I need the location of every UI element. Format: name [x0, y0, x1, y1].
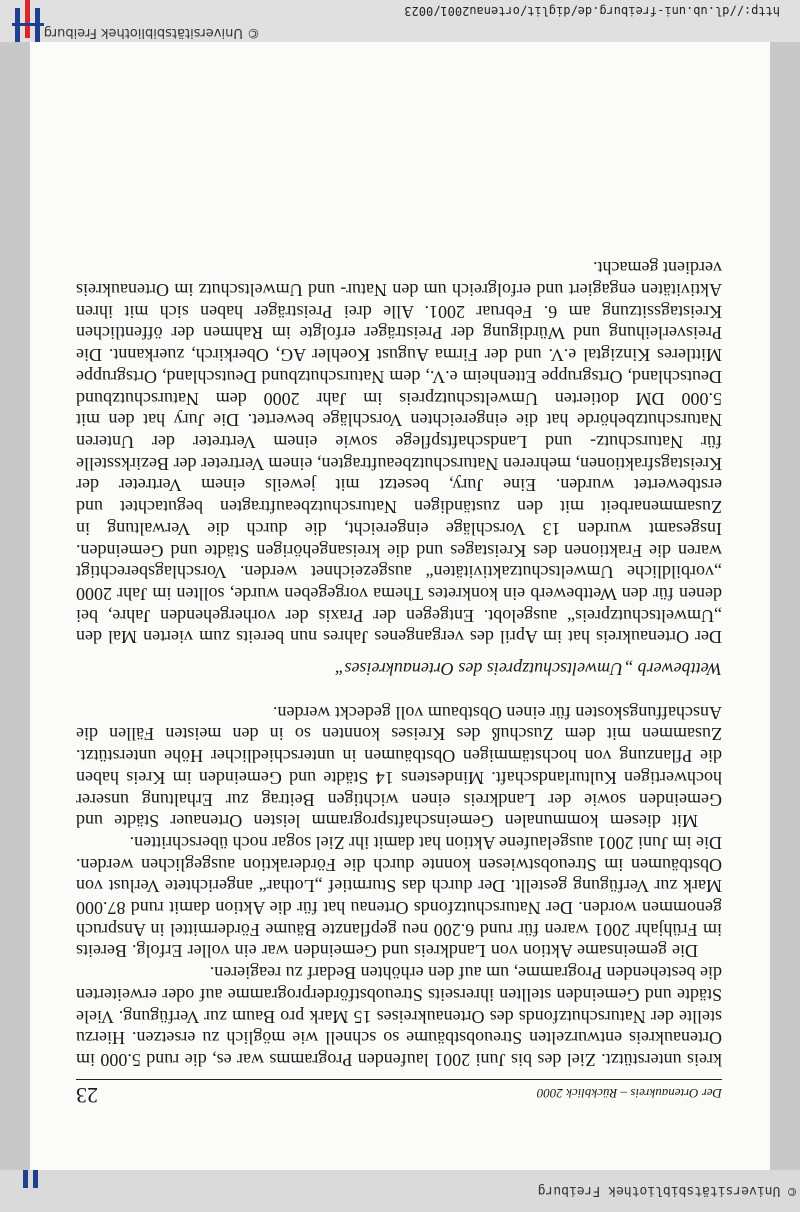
running-header — [76, 1079, 722, 1108]
scanner-bar-bottom — [0, 0, 800, 42]
ub-freiburg-logo-icon — [8, 0, 48, 42]
paragraph-3: Mit diesem kommunalen Gemeinschaftsprogramm leisten Ortenauer Städte und Gemeinden sowie der Landkreis einen wichtigen Beitrag zur Erhaltung unserer hochwertigen Kulturlandschaft. Mindestens 14 Städte und Gemeinden im Kreis haben die Pflanzung von hochstämmigen Obstbäumen in unterschiedlicher Höhe unterstützt. Zusammen mit dem Zuschuß des Kreises konnten so in den meisten Fällen die Anschaffungskosten für einen Obstbaum voll gedeckt werden. — [76, 702, 722, 832]
paragraph-4: Der Ortenaukreis hat im April des vergangenes Jahres nun bereits zum vierten Mal den „Umweltschutzpreis“ ausgelobt. Entgegen der Praxis der vorhergehenden Jahre, bei denen für den Wettbewerb ein konkretes Thema vorgegeben wurde, sollten im Jahr 2000 „vorbildliche Umweltschutzaktivitäten“ ausgezeichnet werden. Vorschlagsberechtigt waren die Fraktionen des Kreistages und die kreisangehörigen Städte und Gemeinden. Insgesamt wurden 13 Vorschläge eingereicht, die durch die Verwaltung in Zusammenarbeit mit den zuständigen Naturschutzbeauftragten begutachtet und erstbewertet wurden. Eine Jury, besetzt mit jeweils einem Vertreter der Kreistagsfraktionen, mehreren Naturschutzbeauftragten, einem Vertreter der Bezirksstelle für Naturschutz- und Landschaftspflege sowie einem Vertreter der Unteren Naturschutzbehörde hat die eingereichten Vorschläge bewertet. Die Jury hat den mit 5.000 DM dotierten Umweltschutzpreis im Jahr 2000 dem Naturschutzbund Deutschland, Ortsgruppe Ettenheim e.V., dem Naturschutzbund Deutschland, Ortsgruppe Mittleres Kinzigtal e.V. und der Firma August Koehler AG, Oberkirch, zuerkannt. Die Preisverleihung und Würdigung der Preisträger erfolgte im Rahmen der öffentlichen Kreistagssitzung am 6. Februar 2001. Alle drei Preisträger haben sich mit ihren Aktivitäten engagiert und erfolgreich um den Natur- und Umweltschutz im Ortenaukreis verdient gemacht. — [76, 258, 722, 648]
source-url[interactable]: http://dl.ub.uni-freiburg.de/diglit/ortenau2001/0023 — [404, 4, 780, 18]
document-page — [30, 42, 770, 1170]
running-title: Der Ortenaukreis – Rückblick 2000 — [536, 1086, 722, 1101]
page-number: 23 — [76, 1083, 98, 1108]
library-logo-icon — [18, 1170, 42, 1194]
body-text — [76, 257, 722, 1070]
section-heading: Wettbewerb „Umweltschutzpreis des Ortenaukreises“ — [334, 659, 722, 680]
copyright-label: © Universitätsbibliothek Freiburg — [537, 1183, 796, 1198]
paragraph-1: kreis unterstützt. Ziel des bis Juni 2001 laufenden Programms war es, die rund 5.000 im Ortenaukreis entwurzelten Streuobstbäume so schnell wie möglich zu ersetzen. Hierzu stellte der Naturschutzfonds des Ortenaukreises 15 Mark pro Baum zur Verfügung. Viele Städte und Gemeinden stellten ihrerseits Streuobstförderprogramme auf oder erweiterten die bestehenden Programme, um auf den erhöhten Bedarf zu reagieren. — [76, 963, 722, 1070]
scanner-bar-top — [0, 1170, 800, 1212]
paragraph-2: Die gemeinsame Aktion von Landkreis und Gemeinden war ein voller Erfolg. Bereits im Frühjahr 2001 waren für rund 6.200 neu gepflanzte Bäume Fördermittel in Anspruch genommen worden. Der Naturschutzfonds Ortenau hat für die Aktion damit rund 87.000 Mark zur Verfügung gestellt. Der durch das Sturmtief „Lothar“ angerichtete Verlust von Obstbäumen im Streuobstwiesen konnte durch die Förderaktion ausgeglichen werden. Die im Juni 2001 ausgelaufene Aktion hat damit ihr Ziel sogar noch überschritten. — [76, 832, 722, 962]
library-credit: © Universitätsbibliothek Freiburg — [43, 25, 260, 40]
